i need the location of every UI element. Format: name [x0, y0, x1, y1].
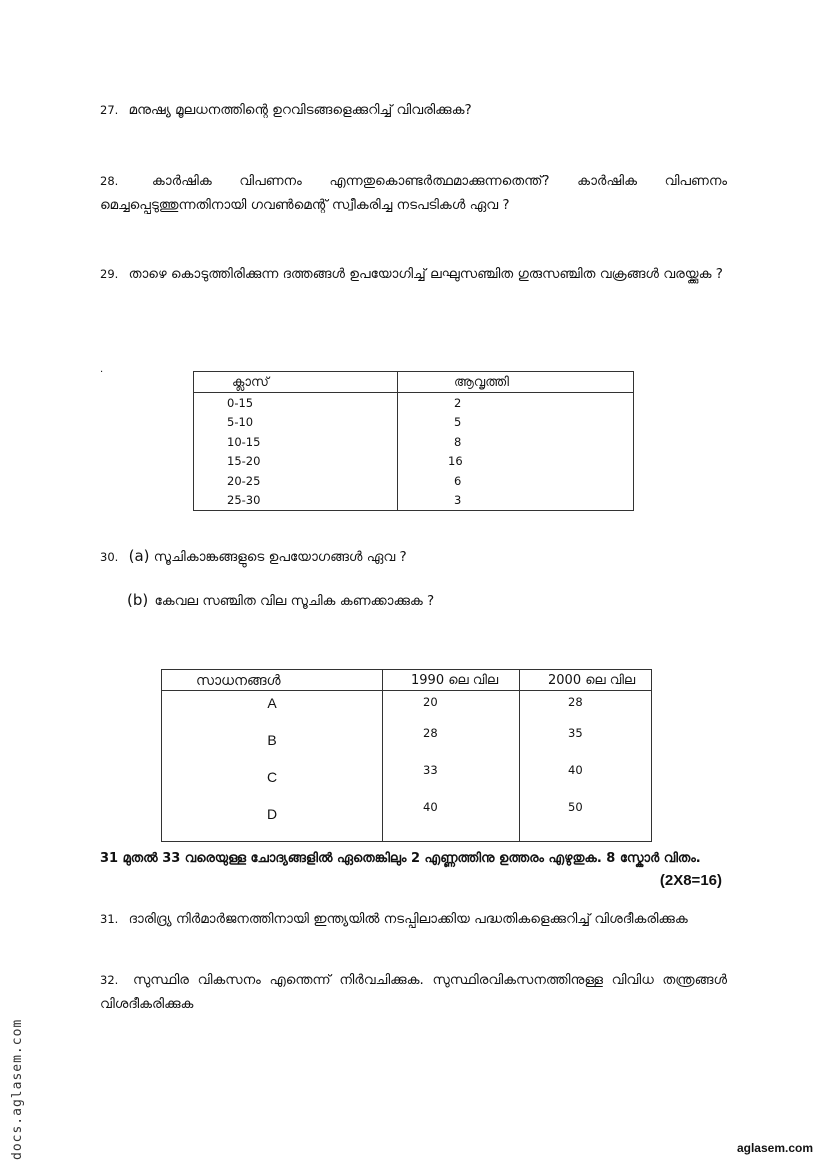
table-header-row — [162, 670, 652, 691]
table-row — [162, 800, 652, 842]
question-text: ദാരിദ്ര്യ നിർമാർജനത്തിനായി ഇന്ത്യയിൽ നടപ്പിലാക്കിയ പദ്ധതികളെക്കുറിച്ച് വിശദീകരിക്കുക — [128, 911, 688, 927]
table-row — [194, 393, 634, 413]
section-instruction: 31 മുതൽ 33 വരെയുള്ള ചോദ്യങ്ങളിൽ ഏതെങ്കിലും 2 എണ്ണത്തിനു ഉത്തരം എഴുതുക. 8 സ്കോർ വിതം. — [100, 851, 701, 866]
table-cell: 5 — [454, 415, 462, 430]
table-cell: 25-30 — [194, 491, 398, 511]
question-text: സുസ്ഥിര വികസനം എന്തെന്ന് നിർവചിക്കുക. സുസ്ഥിരവികസനത്തിനുള്ള വിവിധ തന്ത്രങ്ങൾ വിശദീകരിക്കുക — [100, 972, 728, 1012]
question-29 — [100, 262, 727, 286]
table-row — [162, 691, 652, 727]
table-row — [194, 471, 634, 491]
table-cell: 2 — [454, 395, 462, 410]
column-header-frequency: ആവൃത്തി — [398, 372, 634, 393]
table-cell: A — [162, 691, 383, 727]
column-header-price-1990: 1990 ലെ വില — [383, 670, 520, 691]
question-30b — [127, 589, 434, 612]
price-table — [161, 669, 652, 842]
sub-question-a-text: സൂചികാങ്കങ്ങളുടെ ഉപയോഗങ്ങൾ ഏവ ? — [153, 549, 407, 565]
question-number: 29. — [100, 267, 119, 281]
table-cell: 0-15 — [194, 393, 398, 413]
question-text: താഴെ കൊടുത്തിരിക്കുന്ന ദത്തങ്ങൾ ഉപയോഗിച്ച് ലഘുസഞ്ചിത ഗുരുസഞ്ചിത വക്രങ്ങൾ വരയ്ക്കുക ? — [128, 266, 723, 282]
column-header-class: ക്ലാസ് — [194, 372, 398, 393]
question-number: 28. — [100, 174, 119, 188]
table-cell: 35 — [568, 726, 583, 740]
footer-brand: aglasem.com — [736, 1141, 813, 1155]
question-text: കാർഷിക വിപണനം എന്നതുകൊണ്ടർത്ഥമാക്കുന്നതെന്ത്? കാർഷിക വിപണനം മെച്ചപ്പെടുത്തുന്നതിനായി ഗവൺമെന്റ് സ്വീകരിച്ച നടപടികൾ ഏവ ? — [100, 173, 727, 213]
question-28 — [100, 169, 727, 217]
question-number: 32. — [100, 973, 119, 987]
side-watermark: docs.aglasem.com — [10, 1018, 25, 1160]
table-cell: 20-25 — [194, 471, 398, 491]
table-row — [194, 432, 634, 452]
table-cell: 33 — [383, 763, 520, 800]
table-cell: 28 — [383, 726, 520, 763]
table-cell: 40 — [568, 763, 583, 777]
column-header-price-2000: 2000 ലെ വില — [520, 670, 652, 691]
table-cell: 8 — [454, 434, 462, 449]
table-cell: B — [162, 726, 383, 763]
question-32 — [100, 968, 727, 1016]
table-cell: 28 — [568, 695, 583, 709]
sub-question-b-text: കേവല സഞ്ചിത വില സൂചിക കണക്കാക്കുക ? — [154, 593, 435, 609]
question-number: 27. — [100, 103, 119, 117]
question-31 — [100, 907, 727, 931]
table-cell: 16 — [448, 454, 463, 469]
table-cell: 10-15 — [194, 432, 398, 452]
question-number: 30. — [100, 550, 119, 564]
sub-question-a-label: (a) — [128, 547, 150, 565]
stray-mark: . — [100, 364, 104, 375]
column-header-goods: സാധനങ്ങൾ — [162, 670, 383, 691]
table-cell: C — [162, 763, 383, 800]
table-header-row — [194, 372, 634, 393]
table-cell: 50 — [568, 800, 583, 814]
table-cell: 6 — [454, 473, 462, 488]
table-cell: 15-20 — [194, 452, 398, 472]
table-cell: 3 — [454, 493, 462, 508]
section-marks: (2X8=16) — [659, 872, 722, 889]
question-30 — [100, 544, 727, 569]
table-row — [194, 413, 634, 433]
table-cell: 5-10 — [194, 413, 398, 433]
frequency-table — [193, 371, 634, 511]
table-row — [162, 726, 652, 763]
table-cell: D — [162, 800, 383, 842]
sub-question-b-label: (b) — [127, 591, 149, 609]
question-number: 31. — [100, 912, 119, 926]
table-row — [194, 491, 634, 511]
table-cell: 40 — [383, 800, 520, 842]
question-27 — [100, 98, 727, 122]
question-text: മനുഷ്യ മൂലധനത്തിന്റെ ഉറവിടങ്ങളെക്കുറിച്ച് വിവരിക്കുക? — [128, 102, 472, 118]
table-row — [194, 452, 634, 472]
table-cell: 20 — [383, 691, 520, 727]
table-row — [162, 763, 652, 800]
